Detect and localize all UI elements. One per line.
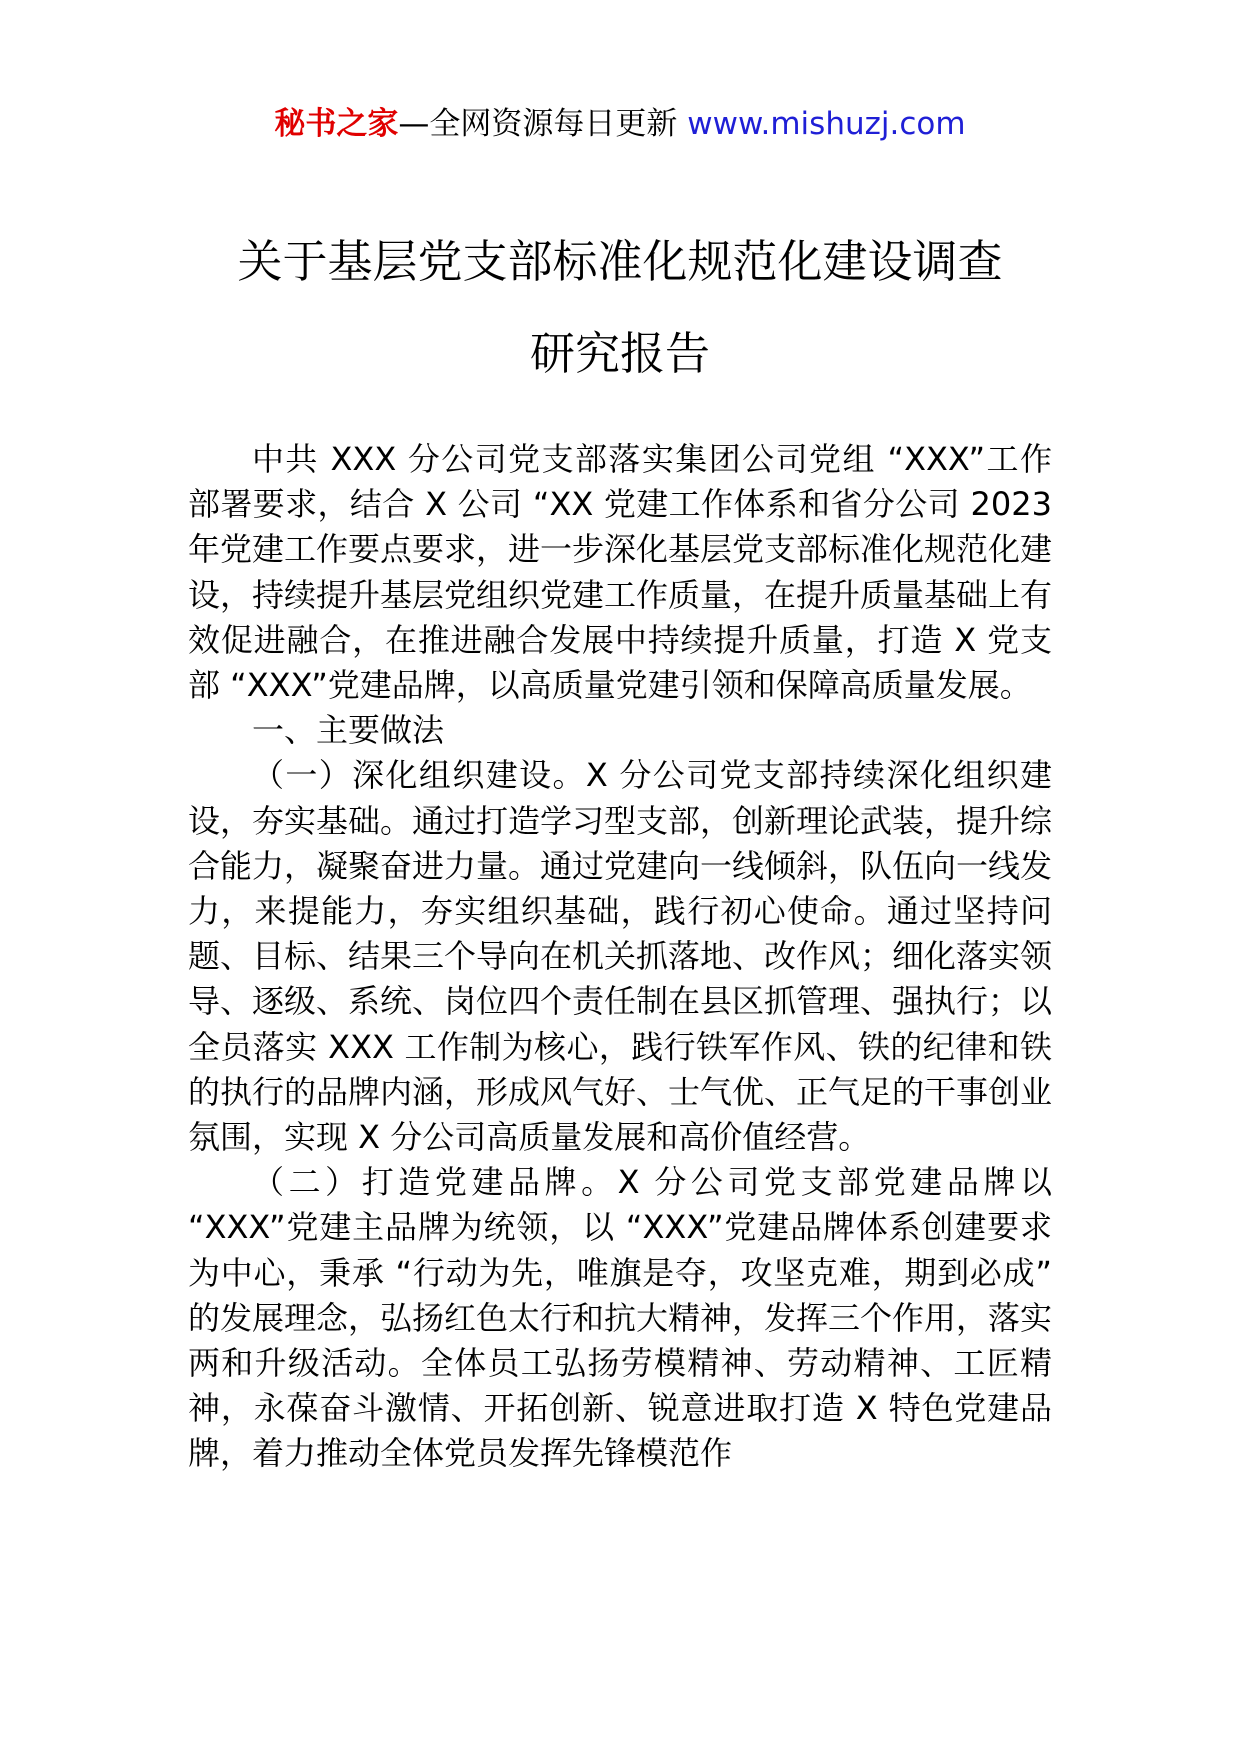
document-title-line2: 研究报告 [529,327,710,380]
site-banner [0,102,1240,146]
paragraph-organization: （一）深化组织建设。X 分公司党支部持续深化组织建设，夯实基础。通过打造学习型支部，创新理论武装，提升综合能力，凝聚奋进力量。通过党建向一线倾斜，队伍向一线发力，来提能力，夯实组织基础，践行初心使命。通过坚持问题、目标、结果三个导向在机关抓落地、改作风；细化落实领导、逐级、系统、岗位四个责任制在县区抓管理、强执行；以全员落实 XXX 工作制为核心，践行铁军作风、铁的纪律和铁的执行的品牌内涵，形成风气好、士气优、正气足的干事创业氛围，实现 X 分公司高质量发展和高价值经营。 [188,756,1053,1157]
intro-paragraph: 中共 XXX 分公司党支部落实集团公司党组 “XXX”工作部署要求，结合 X 公司 “XX 党建工作体系和省分公司 2023 年党建工作要点要求，进一步深化基层党支部标准化规范化建设，持续提升基层党组织党建工作质量，在提升质量基础上有效促进融合，在推进融合发展中持续提升质量，打造 X 党支部 “XXX”党建品牌，以高质量党建引领和保障高质量发展。 [188,440,1053,705]
banner-tagline: —全网资源每日更新 [398,106,678,142]
section-heading: 一、主要做法 [252,711,445,750]
brand-name: 秘书之家 [274,106,399,142]
paragraph-brand: （二）打造党建品牌。X 分公司党支部党建品牌以 “XXX”党建主品牌为统领，以 “XXX”党建品牌体系创建要求为中心，秉承 “行动为先，唯旗是夺，攻坚克难，期到必成” 的发展理念，弘扬红色太行和抗大精神，发挥三个作用，落实两和升级活动。全体员工弘扬劳模精神、劳动精神、工匠精神，永葆奋斗激情、开拓创新、锐意进取打造 X 特色党建品牌，着力推动全体党员发挥先锋模范作 [188,1163,1053,1473]
site-url-link[interactable]: www.mishuzj.com [687,106,966,142]
document-body [188,437,1052,1477]
document-title-line1: 关于基层党支部标准化规范化建设调查 [237,235,1003,288]
